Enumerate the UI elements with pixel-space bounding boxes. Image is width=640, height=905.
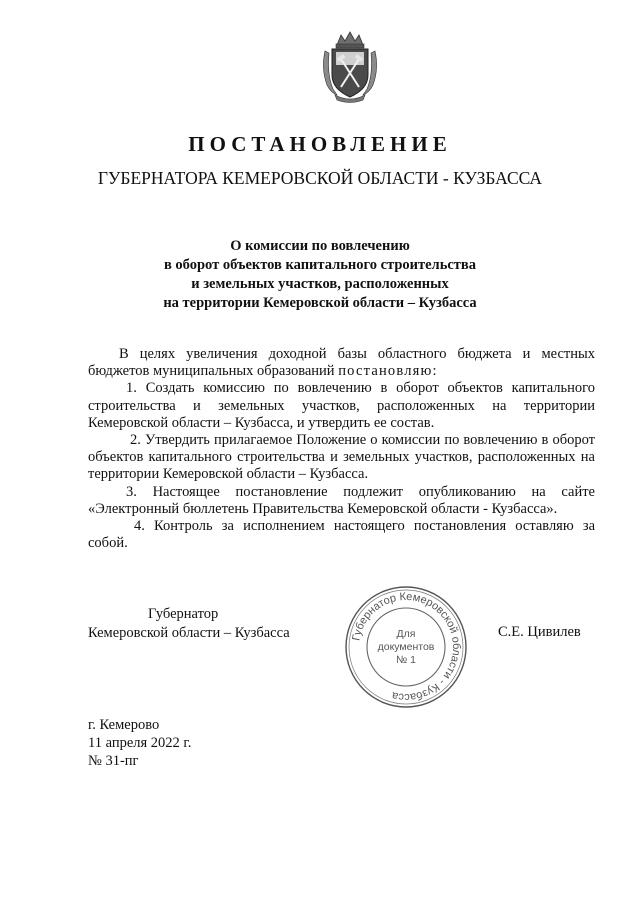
preamble-keyword: постановляю: — [338, 363, 438, 380]
preamble-paragraph — [88, 346, 595, 380]
footer-number: № 31-пг — [88, 753, 139, 769]
body-item-2: 2. Утвердить прилагаемое Положение о комиссии по вовлечению в оборот объектов капитального строительства и земельных участков, расположенных на территории Кемеровской области – Кузбасса. — [88, 432, 595, 483]
preamble-text: В целях увеличения доходной базы областного бюджета и местных бюджетов муниципальных образований — [88, 346, 595, 380]
signatory-position-line2: Кемеровской области – Кузбасса — [88, 625, 290, 641]
title-line: О комиссии по вовлечению — [230, 238, 410, 254]
body-item-3: 3. Настоящее постановление подлежит опубликованию на сайте «Электронный бюллетень Правительства Кемеровской области - Кузбасса». — [88, 483, 595, 517]
document-title — [0, 237, 640, 313]
title-line: в оборот объектов капитального строительства — [163, 257, 477, 273]
stamp-center-line3: № 1 — [395, 654, 417, 666]
stamp-center-line1: Для — [396, 628, 416, 640]
document-type-heading: ПОСТАНОВЛЕНИЕ — [188, 132, 452, 156]
signatory-position-line1: Губернатор — [148, 606, 219, 622]
stamp-center-line2: документов — [377, 641, 435, 653]
footer-date: 11 апреля 2022 г. — [88, 735, 192, 751]
body-item-4: 4. Контроль за исполнением настоящего постановления оставляю за собой. — [88, 518, 595, 552]
title-line: на территории Кемеровской области – Кузбасса — [163, 295, 477, 311]
issuer-heading: ГУБЕРНАТОРА КЕМЕРОВСКОЙ ОБЛАСТИ - КУЗБАССА — [97, 168, 543, 188]
signatory-name: С.Е. Цивилев — [498, 624, 581, 640]
coat-of-arms-emblem — [319, 29, 381, 103]
document-footer — [88, 716, 191, 770]
footer-city: г. Кемерово — [88, 717, 160, 733]
stamp-ring-text: Губернатор Кемеровской области - Кузбасса — [350, 590, 463, 704]
official-stamp — [343, 584, 469, 710]
document-body — [88, 346, 595, 552]
title-line: и земельных участков, расположенных — [191, 276, 449, 292]
body-item-1: 1. Создать комиссию по вовлечению в оборот объектов капитального строительства и земельных участков, расположенных на территории Кемеровской области – Кузбасса, и утвердить ее состав. — [88, 380, 595, 431]
signatory-position — [88, 605, 290, 643]
